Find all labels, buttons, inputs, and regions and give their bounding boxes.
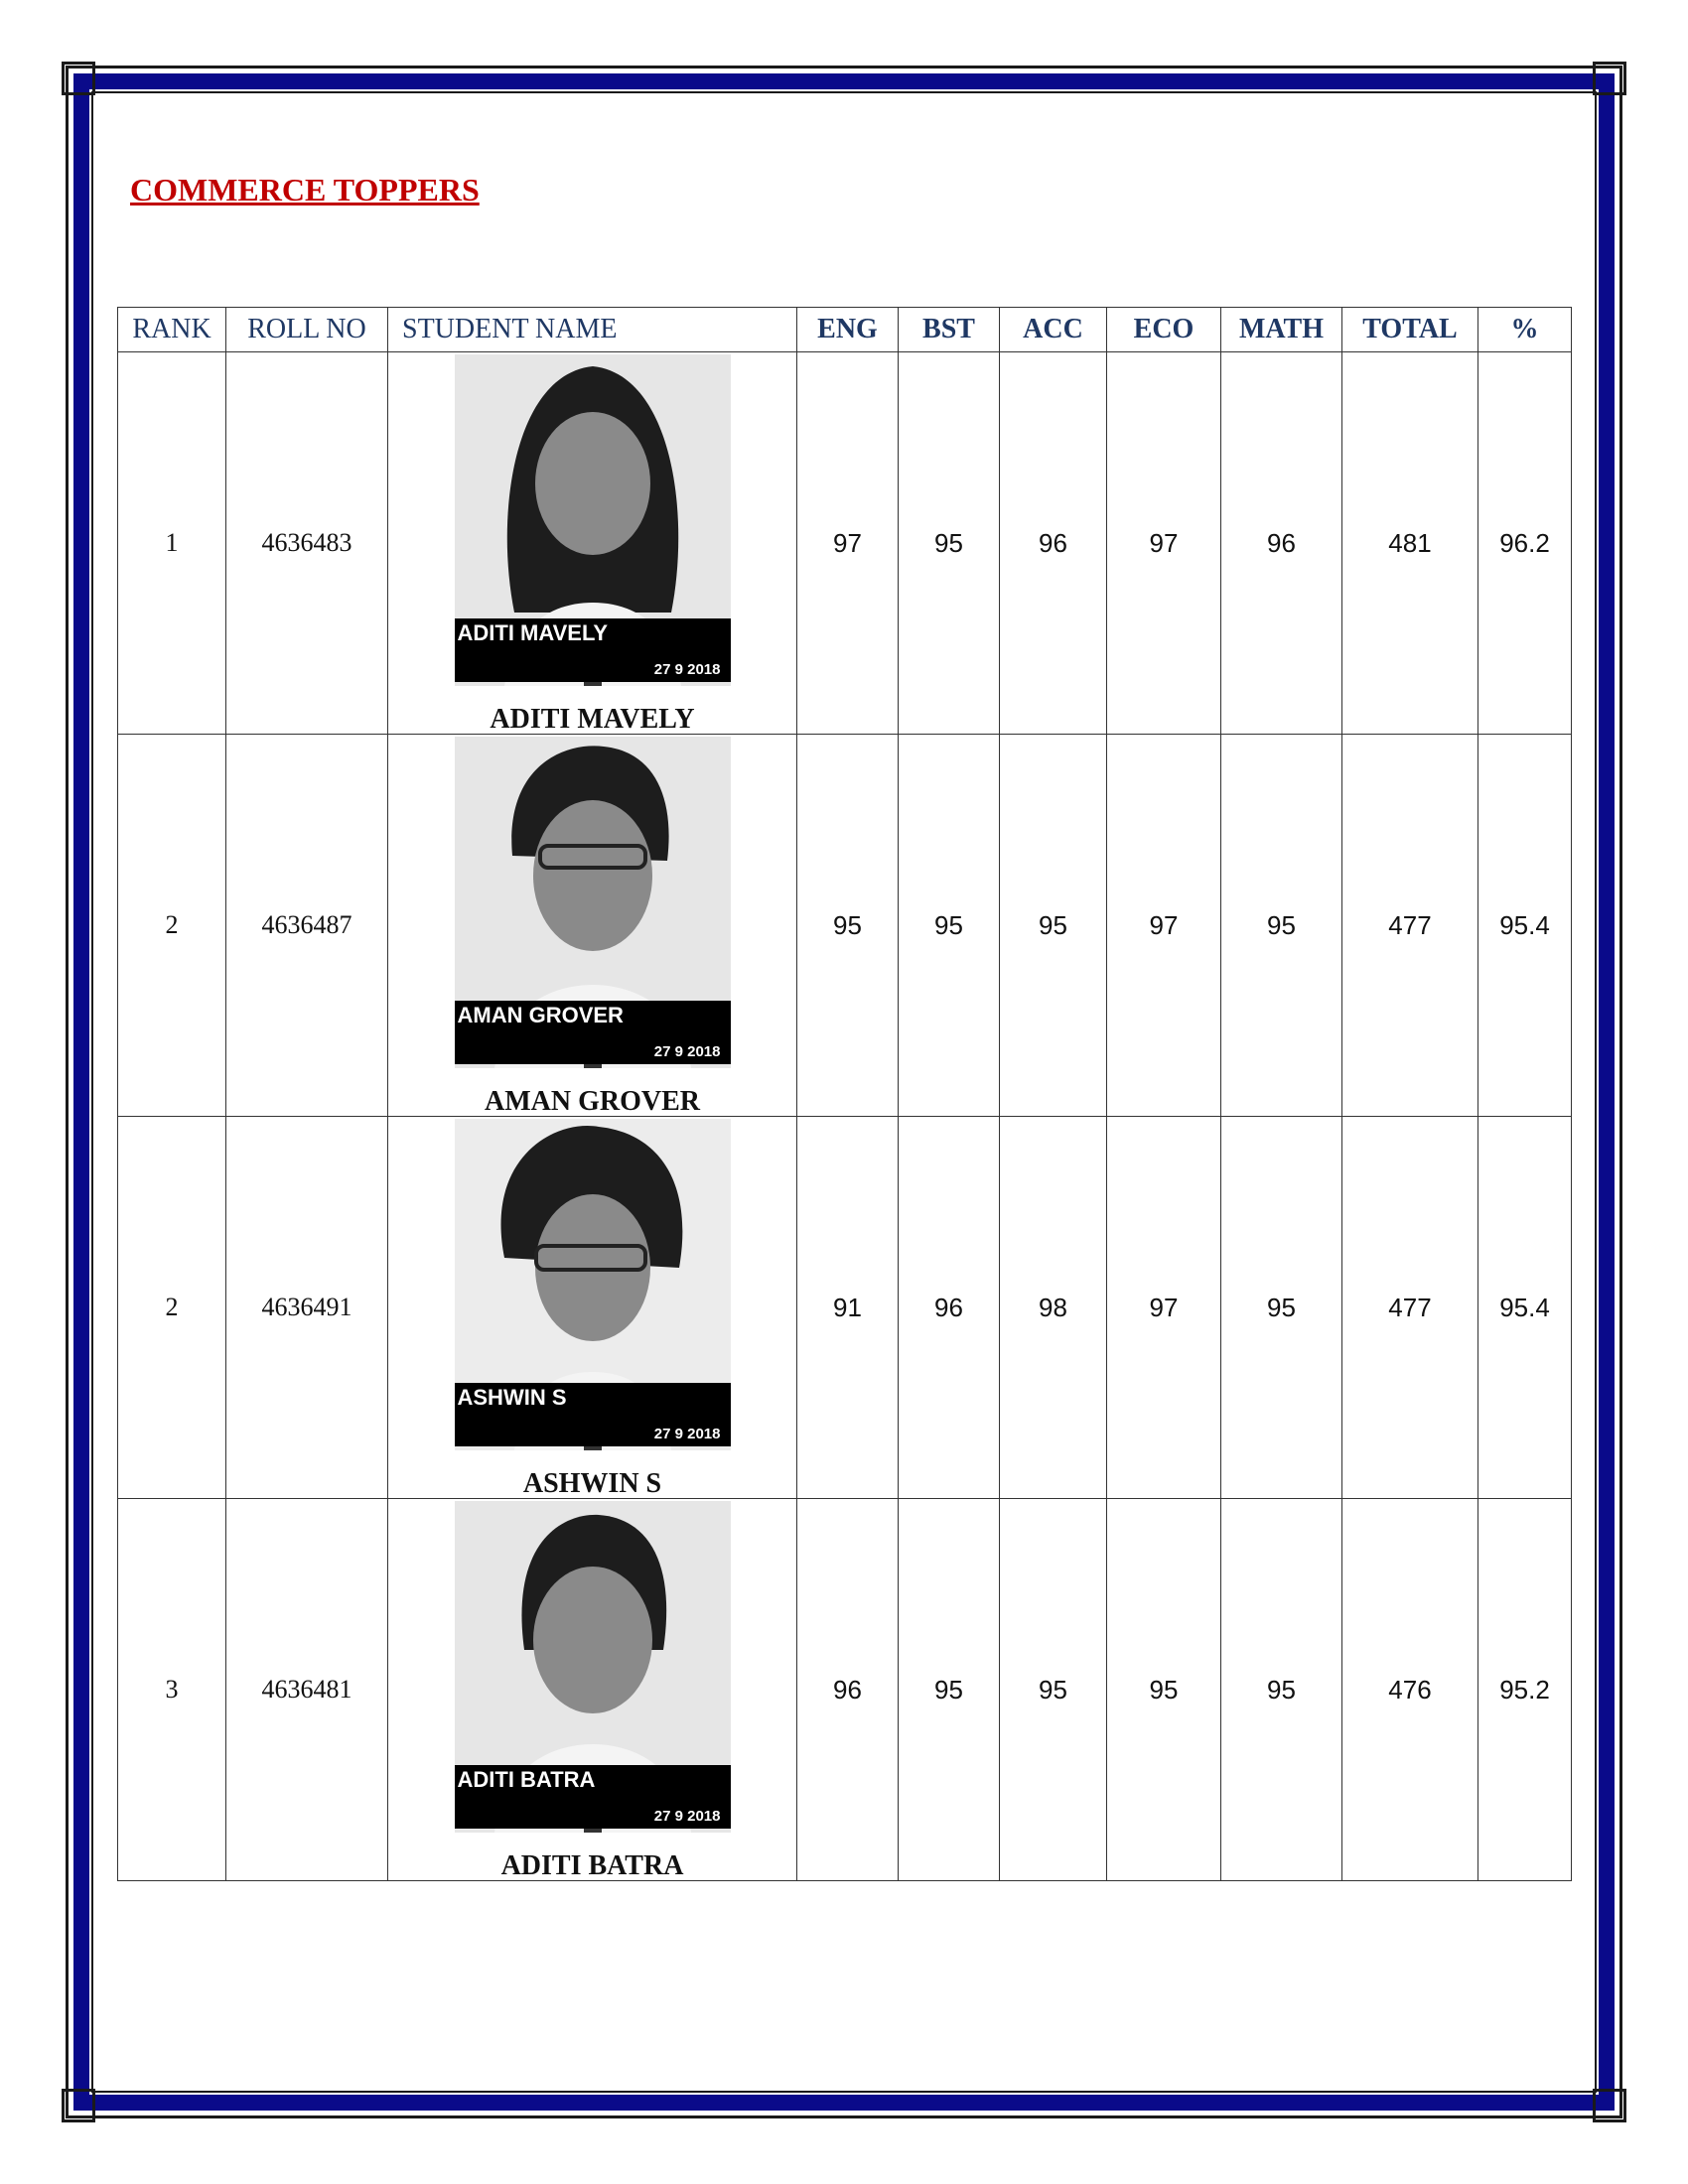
student-name-cell (388, 1117, 797, 1499)
table-row (118, 352, 1572, 735)
total-score: 477 (1342, 735, 1478, 1117)
total-score: 477 (1342, 1117, 1478, 1499)
column-header-percent: % (1478, 308, 1572, 352)
photo-name-tag (455, 1001, 731, 1064)
photo-tag-date: 27 9 2018 (653, 1426, 721, 1442)
eco-score: 97 (1107, 1117, 1221, 1499)
eng-score: 97 (797, 352, 899, 735)
roll-no-cell: 4636481 (226, 1499, 388, 1881)
column-header-bst: BST (899, 308, 1000, 352)
column-header-acc: ACC (1000, 308, 1107, 352)
roll-no-cell: 4636487 (226, 735, 388, 1117)
student-photo (455, 1501, 731, 1833)
photo-name-tag (455, 618, 731, 682)
student-photo (455, 1119, 731, 1450)
column-header-roll-no: ROLL NO (226, 308, 388, 352)
student-photo (455, 354, 731, 686)
total-score: 481 (1342, 352, 1478, 735)
roll-no-cell: 4636491 (226, 1117, 388, 1499)
student-name-cell (388, 1499, 797, 1881)
column-header-eco: ECO (1107, 308, 1221, 352)
percent-score: 95.2 (1478, 1499, 1572, 1881)
math-score: 95 (1221, 1117, 1342, 1499)
math-score: 95 (1221, 735, 1342, 1117)
acc-score: 98 (1000, 1117, 1107, 1499)
column-header-student-name: STUDENT NAME (388, 308, 797, 352)
photo-name-tag (455, 1383, 731, 1446)
table-row (118, 735, 1572, 1117)
column-header-eng: ENG (797, 308, 899, 352)
column-header-total: TOTAL (1342, 308, 1478, 352)
photo-tag-name: ADITI BATRA (457, 1767, 596, 1792)
rank-cell: 2 (118, 735, 226, 1117)
acc-score: 95 (1000, 1499, 1107, 1881)
eco-score: 97 (1107, 735, 1221, 1117)
bst-score: 95 (899, 1499, 1000, 1881)
student-name-cell (388, 352, 797, 735)
border-corner-ornament (62, 2089, 95, 2122)
column-header-math: MATH (1221, 308, 1342, 352)
eng-score: 96 (797, 1499, 899, 1881)
percent-score: 95.4 (1478, 735, 1572, 1117)
total-score: 476 (1342, 1499, 1478, 1881)
toppers-table (117, 307, 1572, 1881)
border-corner-ornament (62, 62, 95, 95)
eng-score: 95 (797, 735, 899, 1117)
math-score: 96 (1221, 352, 1342, 735)
percent-score: 95.4 (1478, 1117, 1572, 1499)
column-header-rank: RANK (118, 308, 226, 352)
page-title: COMMERCE TOPPERS (130, 172, 480, 207)
roll-no-cell: 4636483 (226, 352, 388, 735)
bst-score: 95 (899, 735, 1000, 1117)
eco-score: 95 (1107, 1499, 1221, 1881)
student-name: ASHWIN S (522, 1468, 662, 1499)
photo-tag-name: AMAN GROVER (457, 1003, 624, 1027)
border-corner-ornament (1593, 2089, 1626, 2122)
rank-cell: 3 (118, 1499, 226, 1881)
bst-score: 96 (899, 1117, 1000, 1499)
student-name-cell (388, 735, 797, 1117)
acc-score: 95 (1000, 735, 1107, 1117)
photo-tag-name: ADITI MAVELY (457, 620, 609, 645)
eng-score: 91 (797, 1117, 899, 1499)
bst-score: 95 (899, 352, 1000, 735)
acc-score: 96 (1000, 352, 1107, 735)
rank-cell: 1 (118, 352, 226, 735)
table-row (118, 1499, 1572, 1881)
percent-score: 96.2 (1478, 352, 1572, 735)
photo-tag-date: 27 9 2018 (653, 1043, 721, 1060)
student-name: ADITI BATRA (500, 1850, 684, 1881)
photo-name-tag (455, 1765, 731, 1829)
math-score: 95 (1221, 1499, 1342, 1881)
photo-tag-name: ASHWIN S (457, 1385, 567, 1410)
student-name: AMAN GROVER (485, 1086, 700, 1117)
rank-cell: 2 (118, 1117, 226, 1499)
table-header-row (118, 308, 1572, 352)
photo-tag-date: 27 9 2018 (653, 1808, 721, 1825)
student-photo (455, 737, 731, 1068)
photo-tag-date: 27 9 2018 (653, 661, 721, 678)
student-name: ADITI MAVELY (490, 704, 695, 735)
table-row (118, 1117, 1572, 1499)
eco-score: 97 (1107, 352, 1221, 735)
border-corner-ornament (1593, 62, 1626, 95)
